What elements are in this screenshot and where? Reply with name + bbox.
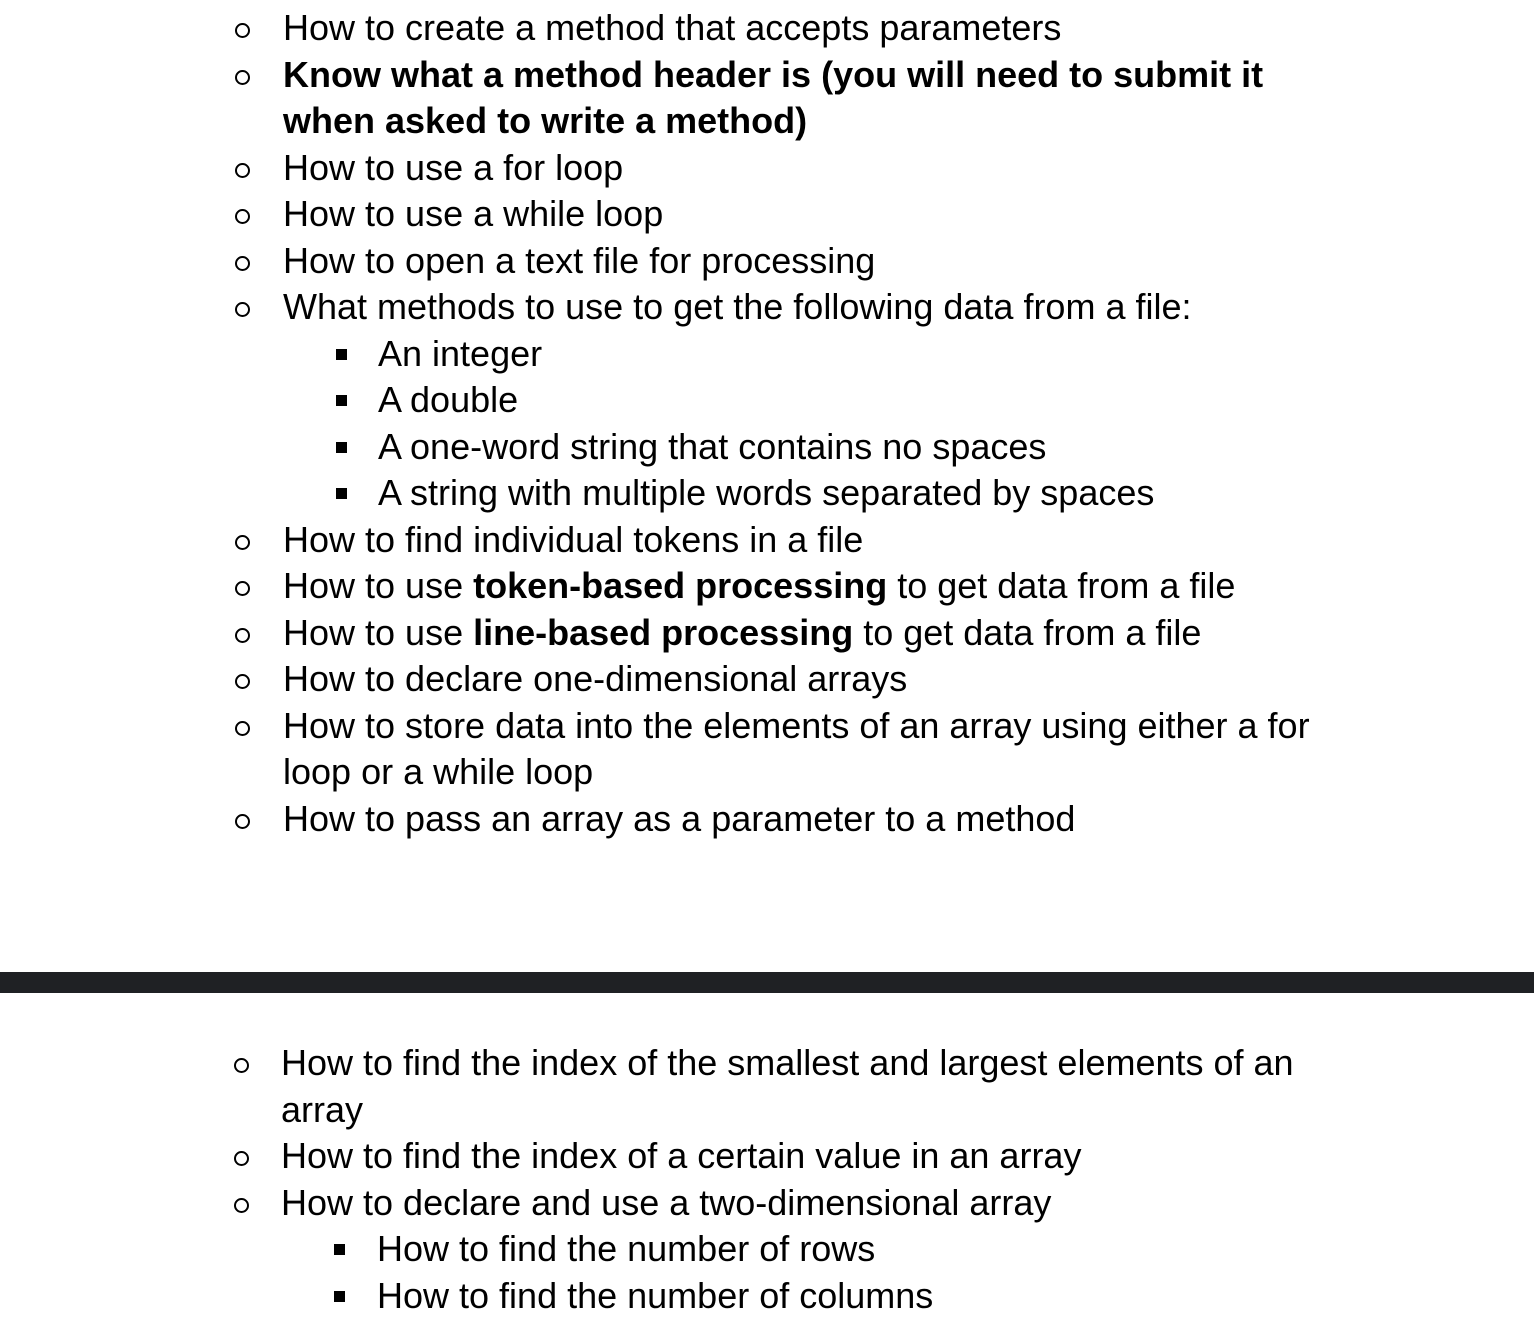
list-item: How to pass an array as a parameter to a method	[0, 796, 1378, 843]
hollow-circle-bullet-icon	[235, 163, 250, 178]
hollow-circle-bullet-icon	[234, 1058, 249, 1073]
sub-list-item: An integer	[0, 331, 1378, 378]
hollow-circle-bullet-icon	[235, 628, 250, 643]
list-item: How to find the index of the smallest and largest elements of an array	[0, 1040, 1377, 1133]
list-item: What methods to use to get the following data from a file:	[0, 284, 1378, 331]
hollow-circle-bullet-icon	[234, 1198, 249, 1213]
list-item: Know what a method header is (you will need to submit it when asked to write a method)	[0, 52, 1378, 145]
square-bullet-icon	[336, 349, 347, 360]
list-item: How to use a for loop	[0, 145, 1378, 192]
document-page-bottom	[0, 993, 1534, 1344]
list-item: How to declare and use a two-dimensional array	[0, 1180, 1377, 1227]
square-bullet-icon	[336, 488, 347, 499]
hollow-circle-bullet-icon	[235, 674, 250, 689]
list-item: How to find individual tokens in a file	[0, 517, 1378, 564]
hollow-circle-bullet-icon	[235, 814, 250, 829]
square-bullet-icon	[336, 395, 347, 406]
sub-list-item: How to find the number of rows	[0, 1226, 1377, 1273]
hollow-circle-bullet-icon	[235, 302, 250, 317]
sub-list-item: How to find the number of columns	[0, 1273, 1377, 1320]
list-item: How to use token-based processing to get data from a file	[0, 563, 1378, 610]
hollow-circle-bullet-icon	[235, 721, 250, 736]
hollow-circle-bullet-icon	[235, 23, 250, 38]
study-topics-list	[0, 5, 1378, 842]
study-topics-list-continued	[0, 1040, 1377, 1319]
list-item: How to use a while loop	[0, 191, 1378, 238]
list-item: How to declare one-dimensional arrays	[0, 656, 1378, 703]
square-bullet-icon	[336, 442, 347, 453]
list-item: How to store data into the elements of an array using either a for loop or a while loop	[0, 703, 1378, 796]
hollow-circle-bullet-icon	[235, 581, 250, 596]
square-bullet-icon	[334, 1244, 345, 1255]
sub-list-item: A one-word string that contains no spaces	[0, 424, 1378, 471]
list-item: How to use line-based processing to get data from a file	[0, 610, 1378, 657]
list-item: How to find the index of a certain value in an array	[0, 1133, 1377, 1180]
hollow-circle-bullet-icon	[235, 535, 250, 550]
hollow-circle-bullet-icon	[234, 1151, 249, 1166]
hollow-circle-bullet-icon	[235, 209, 250, 224]
list-item: How to open a text file for processing	[0, 238, 1378, 285]
hollow-circle-bullet-icon	[235, 256, 250, 271]
page-divider	[0, 972, 1534, 993]
square-bullet-icon	[334, 1291, 345, 1302]
list-item: How to create a method that accepts parameters	[0, 5, 1378, 52]
sub-list-item: A double	[0, 377, 1378, 424]
hollow-circle-bullet-icon	[235, 70, 250, 85]
sub-list-item: A string with multiple words separated by spaces	[0, 470, 1378, 517]
